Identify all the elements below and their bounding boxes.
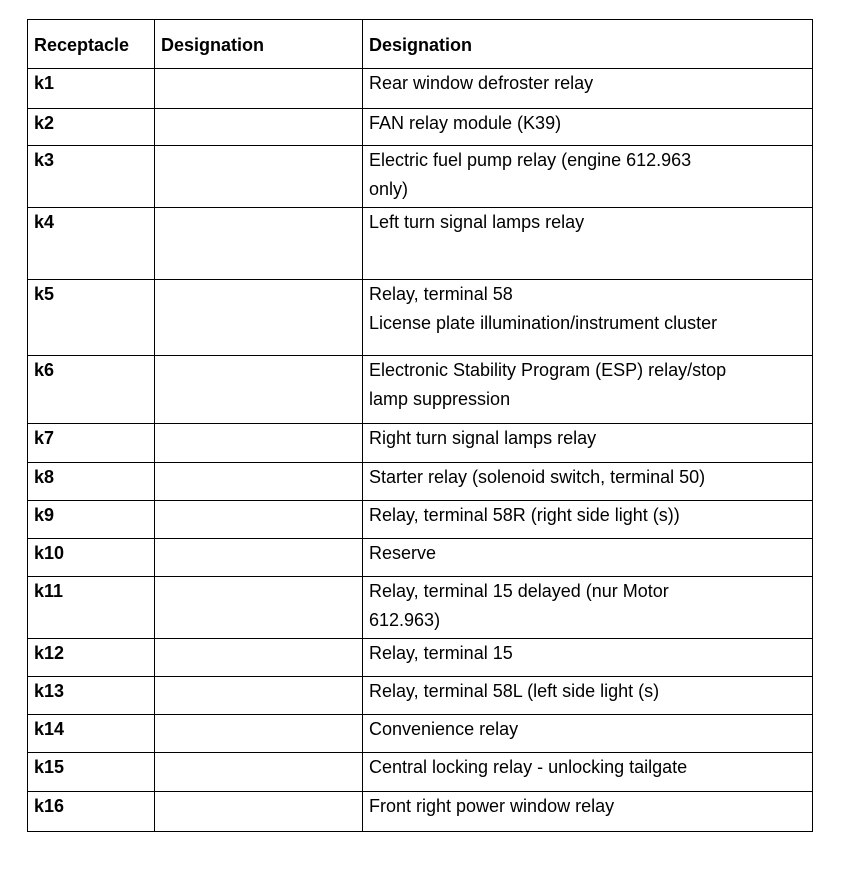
designation-line: Left turn signal lamps relay — [369, 212, 585, 232]
designation-empty-cell — [155, 501, 363, 539]
receptacle-cell: k6 — [28, 356, 155, 424]
designation-empty-cell — [155, 539, 363, 577]
designation-cell — [363, 539, 813, 577]
receptacle-cell: k2 — [28, 109, 155, 146]
table-row — [28, 715, 813, 753]
designation-line: Right turn signal lamps relay — [369, 428, 597, 448]
designation-line: only) — [369, 179, 409, 199]
designation-cell — [363, 146, 813, 208]
designation-line: Central locking relay - unlocking tailgate — [369, 757, 688, 777]
designation-cell — [363, 792, 813, 832]
designation-line: lamp suppression — [369, 389, 511, 409]
designation-cell — [363, 356, 813, 424]
table-row — [28, 109, 813, 146]
designation-empty-cell — [155, 677, 363, 715]
designation-line: Electronic Stability Program (ESP) relay/stop — [369, 360, 727, 380]
table-row — [28, 146, 813, 208]
table-row — [28, 792, 813, 832]
table-row — [28, 69, 813, 109]
designation-line: Front right power window relay — [369, 796, 615, 816]
table-row — [28, 539, 813, 577]
header-designation-1: Designation — [155, 20, 363, 69]
designation-cell — [363, 463, 813, 501]
header-receptacle: Receptacle — [28, 20, 155, 69]
designation-cell — [363, 424, 813, 463]
receptacle-cell: k4 — [28, 208, 155, 280]
designation-cell — [363, 280, 813, 356]
receptacle-cell: k12 — [28, 639, 155, 677]
designation-line: Relay, terminal 15 — [369, 643, 513, 663]
receptacle-cell: k14 — [28, 715, 155, 753]
table-row — [28, 356, 813, 424]
table-row — [28, 501, 813, 539]
designation-empty-cell — [155, 577, 363, 639]
designation-empty-cell — [155, 424, 363, 463]
table-row — [28, 677, 813, 715]
designation-empty-cell — [155, 639, 363, 677]
receptacle-cell: k3 — [28, 146, 155, 208]
receptacle-cell: k13 — [28, 677, 155, 715]
header-row — [28, 20, 813, 69]
table-row — [28, 280, 813, 356]
designation-cell — [363, 208, 813, 280]
receptacle-cell: k9 — [28, 501, 155, 539]
designation-line: Convenience relay — [369, 719, 519, 739]
table-row — [28, 753, 813, 792]
designation-line: FAN relay module (K39) — [369, 113, 562, 133]
designation-empty-cell — [155, 792, 363, 832]
receptacle-cell: k16 — [28, 792, 155, 832]
table-row — [28, 463, 813, 501]
receptacle-cell: k1 — [28, 69, 155, 109]
designation-cell — [363, 577, 813, 639]
designation-line: 612.963) — [369, 610, 441, 630]
receptacle-cell: k10 — [28, 539, 155, 577]
designation-line: Relay, terminal 15 delayed (nur Motor — [369, 581, 669, 601]
designation-empty-cell — [155, 463, 363, 501]
table-row — [28, 208, 813, 280]
designation-empty-cell — [155, 69, 363, 109]
designation-cell — [363, 677, 813, 715]
designation-empty-cell — [155, 356, 363, 424]
designation-cell — [363, 69, 813, 109]
receptacle-cell: k5 — [28, 280, 155, 356]
designation-line: Relay, terminal 58R (right side light (s)) — [369, 505, 680, 525]
designation-line: Reserve — [369, 543, 437, 563]
designation-cell — [363, 715, 813, 753]
designation-line: Relay, terminal 58L (left side light (s) — [369, 681, 660, 701]
table-row — [28, 639, 813, 677]
designation-cell — [363, 109, 813, 146]
designation-empty-cell — [155, 109, 363, 146]
designation-line: Electric fuel pump relay (engine 612.963 — [369, 150, 692, 170]
receptacle-cell: k8 — [28, 463, 155, 501]
relay-table — [27, 19, 813, 832]
designation-empty-cell — [155, 146, 363, 208]
designation-empty-cell — [155, 208, 363, 280]
designation-empty-cell — [155, 280, 363, 356]
designation-cell — [363, 639, 813, 677]
table-body — [28, 69, 813, 832]
receptacle-cell: k15 — [28, 753, 155, 792]
header-designation-2: Designation — [363, 20, 813, 69]
designation-empty-cell — [155, 753, 363, 792]
receptacle-cell: k7 — [28, 424, 155, 463]
designation-cell — [363, 753, 813, 792]
designation-line: Starter relay (solenoid switch, terminal 50) — [369, 467, 706, 487]
designation-line: Relay, terminal 58 — [369, 284, 513, 304]
table-row — [28, 577, 813, 639]
designation-cell — [363, 501, 813, 539]
table-row — [28, 424, 813, 463]
designation-line: License plate illumination/instrument cluster — [369, 313, 718, 333]
designation-line: Rear window defroster relay — [369, 73, 594, 93]
designation-empty-cell — [155, 715, 363, 753]
receptacle-cell: k11 — [28, 577, 155, 639]
